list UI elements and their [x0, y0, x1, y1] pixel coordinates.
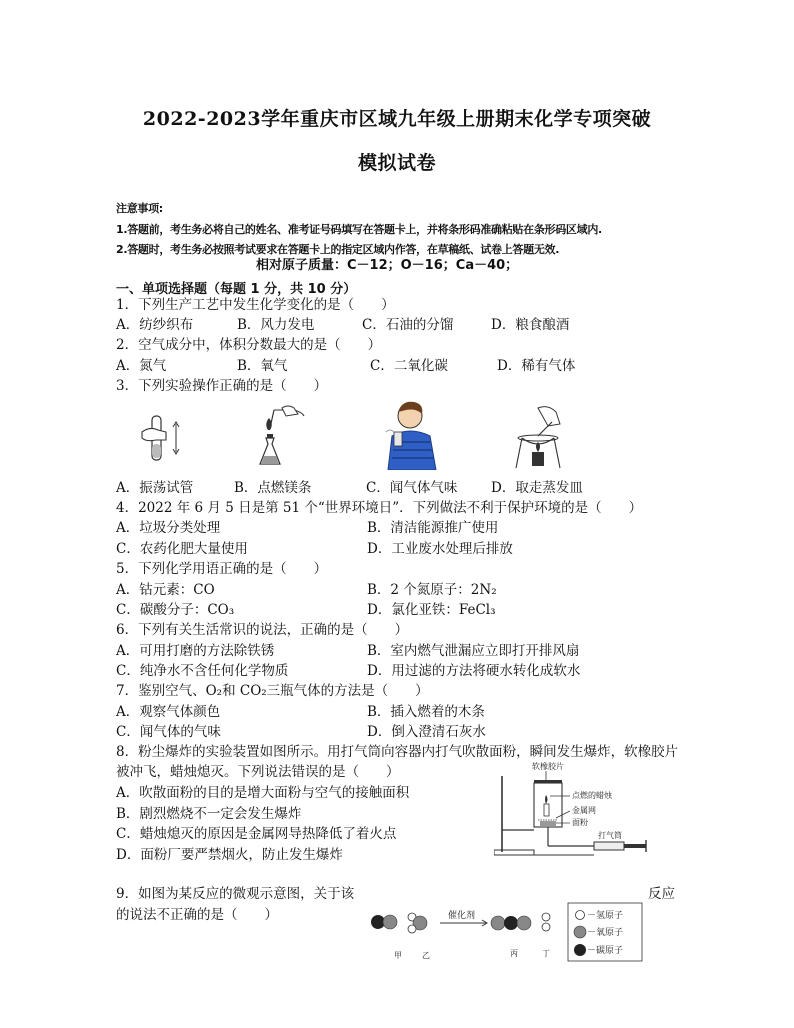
label-air-pump: 打气筒: [598, 831, 622, 840]
question-6-option-d: D．用过滤的方法将硬水转化成软水: [367, 663, 581, 679]
section-heading: 一、单项选择题（每题 1 分，共 10 分）: [116, 282, 357, 297]
hydrogen-atom-icon: [542, 913, 550, 921]
notice-item-2: 2.答题时，考生务必按照考试要求在答题卡上的指定区域内作答，在草稿纸、试卷上答题无效.: [116, 243, 560, 256]
label-rubber-sheet: 软橡胶片: [532, 762, 564, 771]
light-magnesium-figure: [252, 404, 312, 470]
question-3-option-b: B．点燃镁条: [234, 480, 312, 496]
question-4-option-d: D．工业废水处理后排放: [367, 541, 513, 557]
catalyst-label: 催化剂: [448, 911, 476, 921]
question-5-option-d: D．氯化亚铁：FeCl₃: [367, 602, 496, 618]
dust-explosion-apparatus-figure: [494, 760, 664, 860]
legend-hydrogen: －氢原子: [587, 911, 624, 921]
question-8-option-c: C．蜡烛熄灭的原因是金属网导热降低了着火点: [116, 826, 397, 842]
question-7-option-b: B．插入燃着的木条: [367, 704, 485, 720]
question-6-option-a: A．可用打磨的方法除铁锈: [116, 643, 275, 659]
question-6-stem: 6．下列有关生活常识的说法，正确的是（ ）: [116, 622, 409, 638]
question-4-option-a: A．垃圾分类处理: [116, 520, 221, 536]
label-jia: 甲: [394, 951, 402, 960]
question-2-option-d: D．稀有气体: [497, 358, 576, 374]
question-1-stem: 1．下列生产工艺中发生化学变化的是（ ）: [116, 297, 395, 313]
page-subtitle: 模拟试卷: [357, 152, 436, 174]
legend-oxygen: －氧原子: [587, 928, 624, 938]
question-8-option-a: A．吹散面粉的目的是增大面粉与空气的接触面积: [116, 785, 410, 801]
question-3-option-d: D．取走蒸发皿: [491, 480, 583, 496]
question-1-option-d: D．粮食酿酒: [491, 317, 570, 333]
question-6-option-b: B．室内燃气泄漏应立即打开排风扇: [367, 643, 580, 659]
atomic-mass-line: 相对原子质量：C－12；O－16；Ca－40；: [256, 258, 519, 273]
micro-reaction-diagram: [366, 900, 646, 966]
question-5-option-b: B．2 个氮原子：2N₂: [367, 582, 497, 598]
hydrogen-atom-icon: [408, 925, 416, 933]
oxygen-atom-icon: [383, 915, 397, 929]
question-7-stem: 7．鉴别空气、O₂和 CO₂三瓶气体的方法是（ ）: [116, 683, 429, 699]
question-2-option-a: A．氮气: [116, 358, 167, 374]
question-8-stem-line2: 被冲飞，蜡烛熄灭。下列说法错误的是（ ）: [116, 764, 400, 780]
question-1-option-b: B．风力发电: [237, 317, 315, 333]
question-9-stem-line2: 的说法不正确的是（ ）: [116, 907, 278, 923]
label-bing: 丙: [510, 949, 518, 958]
question-3-option-a: A．振荡试管: [116, 480, 194, 496]
question-3-stem: 3．下列实验操作正确的是（ ）: [116, 378, 328, 394]
question-8-option-b: B．剧烈燃烧不一定会发生爆炸: [116, 806, 302, 822]
question-7-option-c: C．闻气体的气味: [116, 724, 221, 740]
question-1-option-a: A．纺纱织布: [116, 317, 194, 333]
question-4-option-c: C．农药化肥大量使用: [116, 541, 248, 557]
question-5-option-c: C．碳酸分子：CO₃: [116, 602, 235, 618]
page-title: 2022-2023学年重庆市区域九年级上册期末化学专项突破: [142, 108, 652, 130]
shake-test-tube-figure: [136, 410, 186, 470]
label-flour: 面粉: [572, 818, 588, 827]
label-lit-candle: 点燃的蜡烛: [572, 791, 612, 800]
legend-carbon: －碳原子: [587, 946, 624, 956]
notice-item-1: 1.答题前，考生务必将自己的姓名、准考证号码填写在答题卡上，并将条形码准确粘贴在条形码区域内.: [116, 223, 602, 236]
question-5-stem: 5．下列化学用语正确的是（ ）: [116, 561, 328, 577]
remove-evaporating-dish-figure: [508, 404, 568, 470]
question-7-option-d: D．倒入澄清石灰水: [367, 724, 486, 740]
question-8-option-d: D．面粉厂要严禁烟火，防止发生爆炸: [116, 847, 343, 863]
question-1-option-c: C．石油的分馏: [362, 317, 454, 333]
question-2-option-c: C．二氧化碳: [370, 358, 448, 374]
label-ding: 丁: [542, 949, 550, 958]
label-yi: 乙: [422, 951, 430, 960]
question-5-option-a: A．钴元素：CO: [116, 582, 215, 598]
oxygen-atom-icon: [517, 916, 531, 930]
carbon-atom-icon: [504, 916, 518, 930]
hydrogen-atom-icon: [542, 923, 550, 931]
question-7-option-a: A．观察气体颜色: [116, 704, 221, 720]
question-4-option-b: B．清洁能源推广使用: [367, 520, 499, 536]
oxygen-atom-icon: [491, 916, 505, 930]
question-9-stem: 9．如图为某反应的微观示意图，关于该: [116, 886, 355, 902]
question-4-stem: 4．2022 年 6 月 5 日是第 51 个“世界环境日”．下列做法不利于保护环境的是（ ）: [116, 500, 643, 516]
question-6-option-c: C．纯净水不含任何化学物质: [116, 663, 289, 679]
question-2-stem: 2．空气成分中，体积分数最大的是（ ）: [116, 337, 382, 353]
smell-gas-figure: [374, 398, 440, 470]
question-3-option-c: C．闻气体气味: [366, 480, 458, 496]
question-9-stem-tail: 反应: [648, 886, 675, 902]
question-8-stem: 8．粉尘爆炸的实验装置如图所示。用打气筒向容器内打气吹散面粉，瞬间发生爆炸，软橡胶片: [116, 744, 679, 760]
question-2-option-b: B．氧气: [237, 358, 288, 374]
notice-heading: 注意事项:: [116, 202, 163, 215]
label-metal-mesh: 金属网: [572, 806, 596, 815]
